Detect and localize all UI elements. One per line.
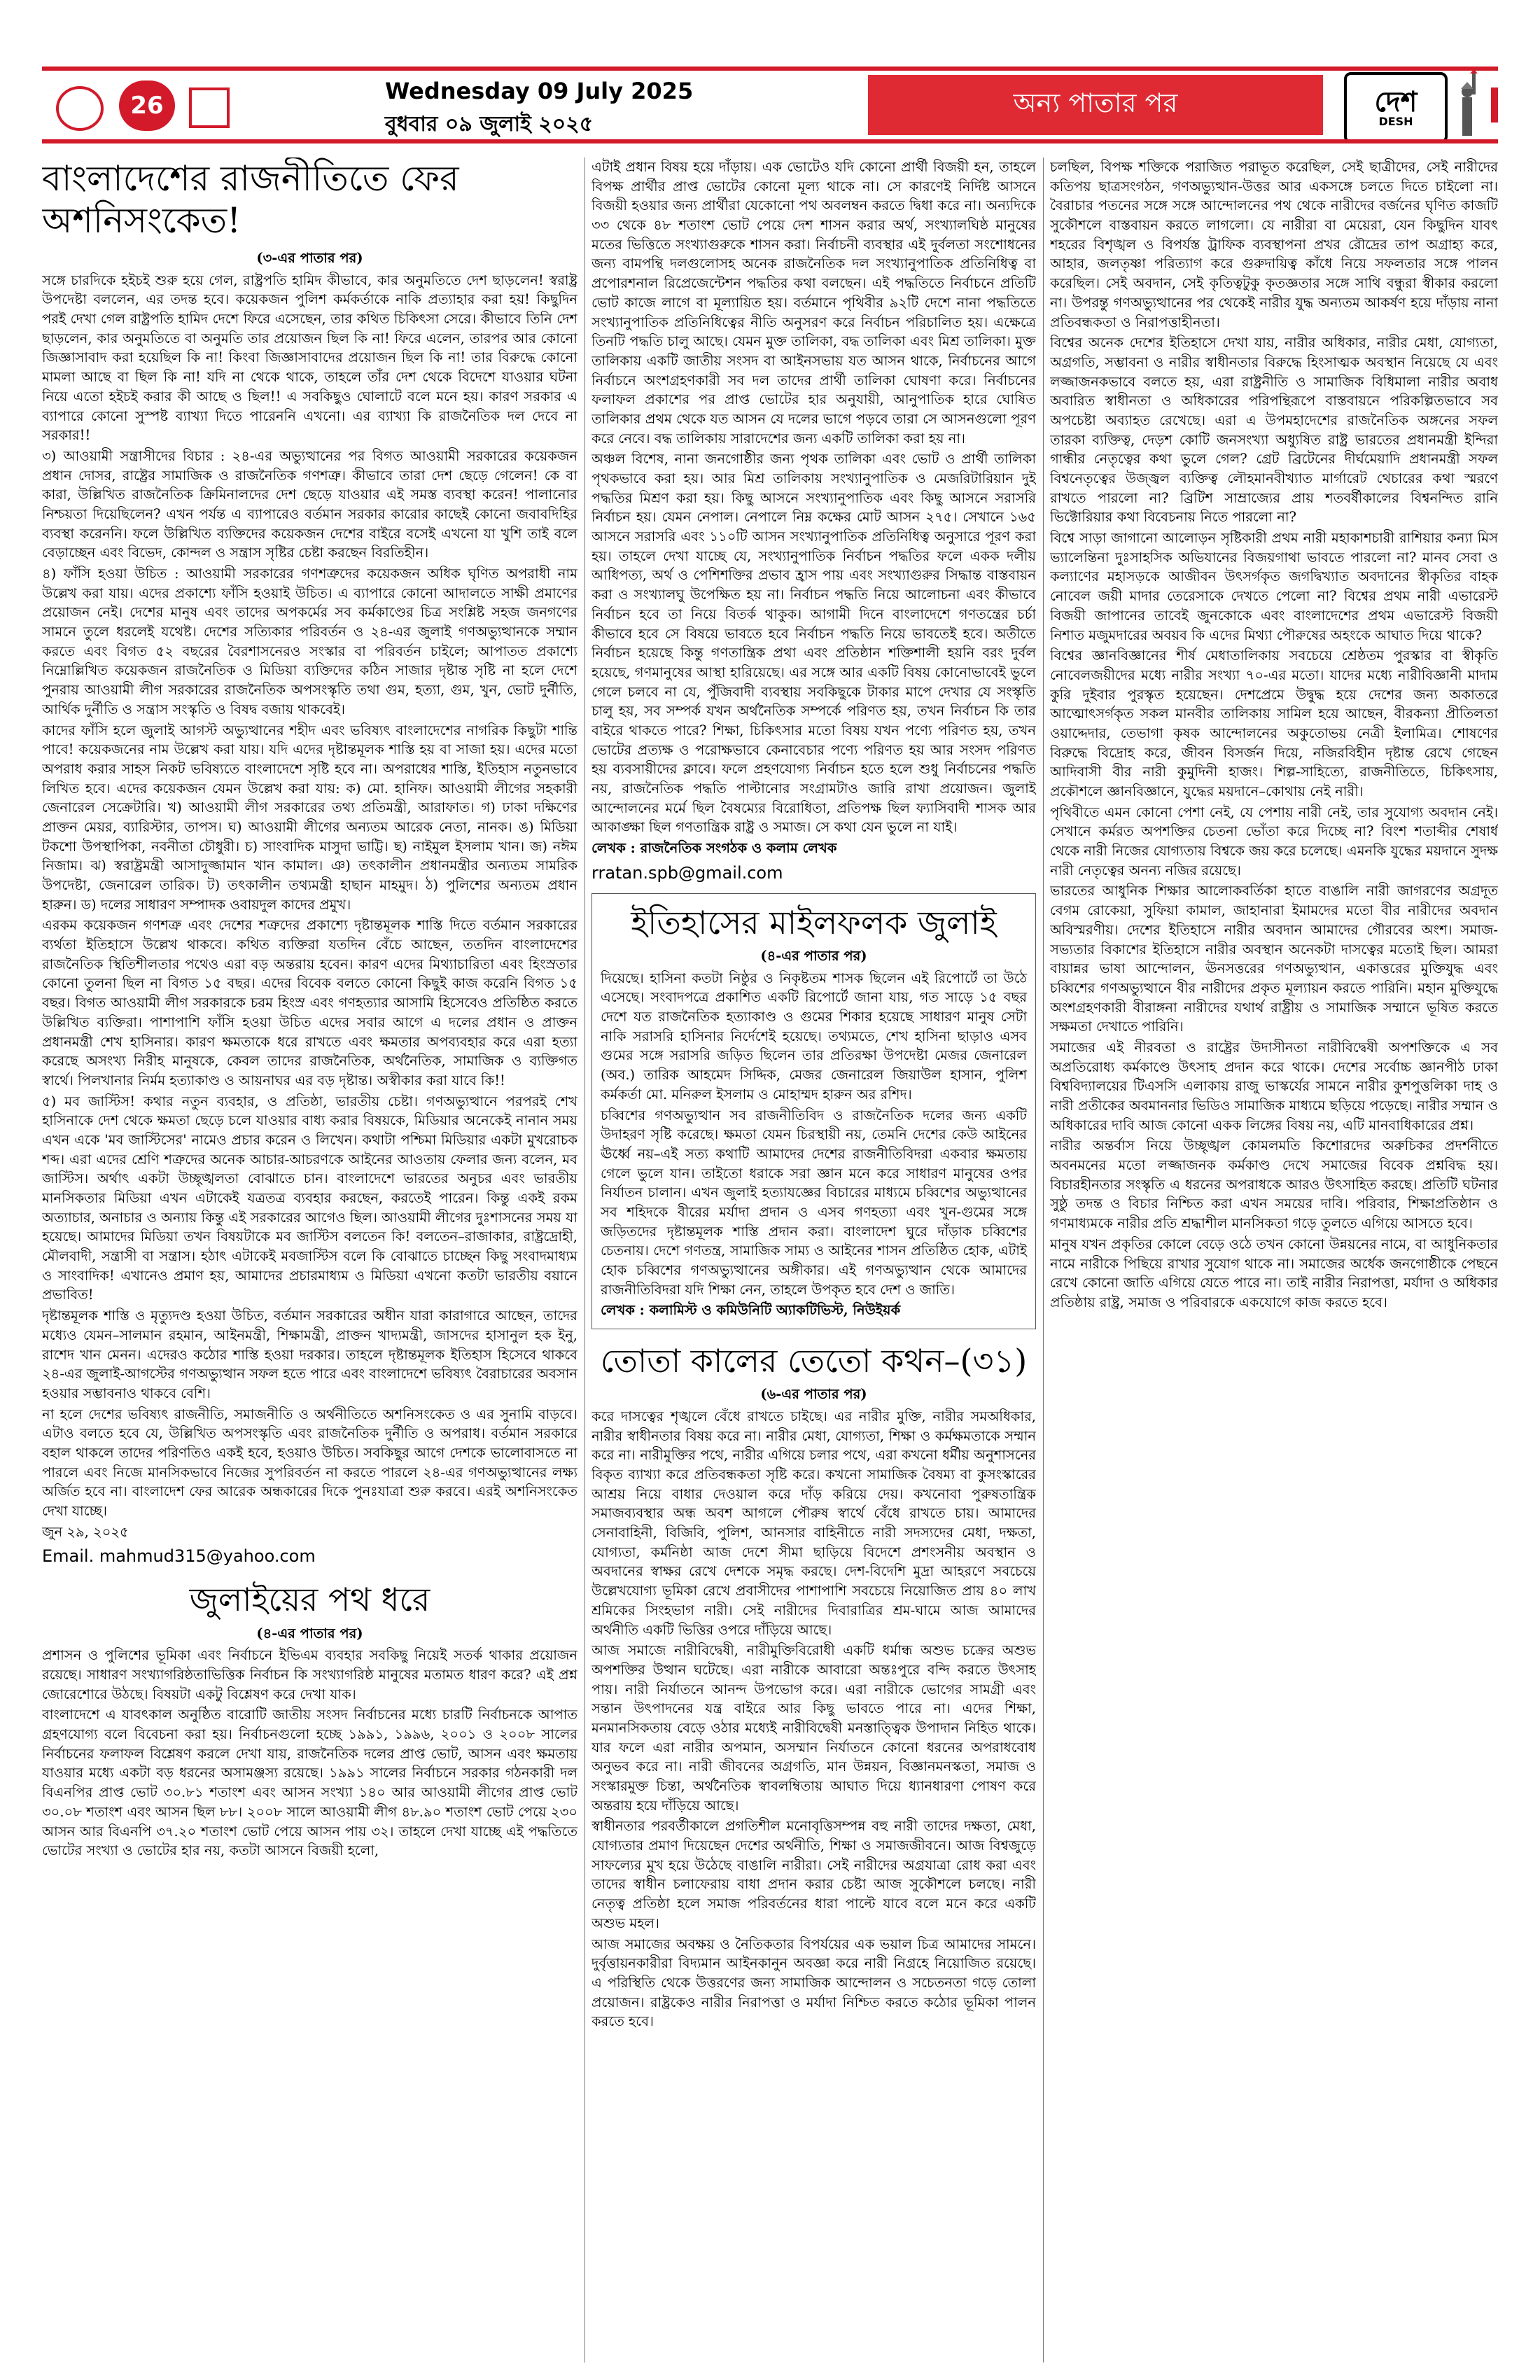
article-paragraph: করে দাসত্বের শৃঙ্খলে বেঁধে রাখতে চাইছে। এর নারীর মুক্তি, নারীর সমঅধিকার, নারীর স্বাধীনতার বিষয় করে না। নারীর মেধা, যোগ্যতা, শিক্ষা ও কর্মক্ষমতাকে সম্মান করে না। নারীমুক্তির পথে, নারীর এগিয়ে চলার পথে, এরা কখনো ধর্মীয় অনুশাসনের বিকৃত ব্যাখ্যা করে প্রতিবন্ধকতা সৃষ্টি করে। কখনো সামাজিক বৈষম্য বা কুসংস্কারের আশ্রয় নিয়ে বাধার দেওয়াল করে দাঁড় করিয়ে দেয়। কখনোবা পুরুষতান্ত্রিক সমাজব্যবস্থার অন্ধ অবশ আগলে পৌরুষ স্বার্থে বেঁধে রাখতে চায়। আমাদের সেনাবাহিনী, বিজিবি, পুলিশ, আনসার বাহিনীতে নারী সদস্যদের মেধা, দক্ষতা, যোগ্যতা, কর্মনিষ্ঠা আজ দেশে সীমা ছাড়িয়ে বিদেশে প্রশংসনীয় অবস্থান ও অবদানের স্বাক্ষর রেখে দেশকে সমৃদ্ধ করছে। দেশ-বিদেশি মুদ্রা আহরণে সবচেয়ে উল্লেখযোগ্য ভূমিকা রেখে প্রবাসীদের পাশাপাশি সবচেয়ে নিয়োজিত প্রায় ৪০ লাখ শ্রমিকের সিংহভাগ নারী। সেই নারীদের দিবারাত্রির শ্রম-ঘামে আজ আমাদের অর্থনীতি একটি ভিত্তির ওপরে দাঁড়িয়ে আছে। xyxy=(592,1408,1036,1638)
column-divider xyxy=(584,158,585,2362)
article-paragraph: বিশ্বের অনেক দেশের ইতিহাসে দেখা যায়, নারীর অধিকার, নারীর মেধা, যোগ্যতা, অগ্রগতি, সম্ভাবনা ও নারীর স্বাধীনতার বিরুদ্ধে হিংসাত্মক অবস্থান নিয়েছে যে এবং লজ্জাজনকভাবে বলতে হয়, এরা রাষ্ট্রনীতি ও সামাজিক বিধিমালা নারীর অবাধ অবারিত স্বাধীনতা ও অধিকারের পরিপন্থিরূপে বাস্তবায়নে পরিকল্পিতভাবে সব অপচেষ্টা অব্যাহত রেখেছে। এরা এ উপমহাদেশের রাজনৈতিক অঙ্গনের সফল তারকা ব্যক্তিত্ব, দেড়শ কোটি জনসংখ্যা অধ্যুষিত রাষ্ট্র ভারতের প্রধানমন্ত্রী ইন্দিরা গান্ধীর নেতৃত্বের কথা ভুলে গেল? গ্রেট ব্রিটেনের দীর্ঘমেয়াদি প্রধানমন্ত্রী সফল বিশ্বনেতৃত্বের উজ্জ্বল ব্যক্তিত্ব লৌহমানবীখ্যাত মার্গারেট থেচারের কথা স্মরণে রাখতে পারলো না? ব্রিটিশ সাম্রাজ্যের প্রায় শতবর্ষীকালের বিশ্বনন্দিত রানি ভিক্টোরিয়ার কথা বিবেচনায় নিতে পারলো না? xyxy=(1050,335,1498,526)
article-paragraph: পৃথিবীতে এমন কোনো পেশা নেই, যে পেশায় নারী নেই, তার সুযোগ্য অবদান নেই। সেখানে কর্মরত অপশক্তির চেতনা ভোঁতা করে দিচ্ছে না? বিংশ শতাব্দীর শেষার্ধ থেকে নারী নিজের যোগ্যতায় বিশ্বকে জয় করে চলেছে। এমনকি যুদ্ধের ময়দানে সুদক্ষ নারী নেতৃত্বের অনন্য নজির রয়েছে। xyxy=(1050,804,1498,878)
article-paragraph: আজ সমাজে নারীবিদ্বেষী, নারীমুক্তিবিরোধী একটি ধর্মান্ধ অশুভ চক্রের অশুভ অপশক্তির উত্থান ঘটেছে। এরা নারীকে আবারো অন্তঃপুরে বন্দি করতে উৎসাহ পায়। নারী নির্যাতনে আনন্দ উপভোগ করে। এরা নারীকে ভোগের সামগ্রী এবং সন্তান উৎপাদনের যন্ত্র বাইরে আর কিছু ভাবতে পারে না। এদের শিক্ষা, মনমানসিকতায় বেড়ে ওঠার মধ্যেই নারীবিদ্বেষী মনস্তাত্ত্বিক উপাদান নিহিত থাকে। যার ফলে এরা নারীর অপমান, অসম্মান নির্যাতনে কোনো ধরনের অপরাধবোধ অনুভব করে না। নারী জীবনের অগ্রগতি, মান উন্নয়ন, বিজ্ঞানমনস্কতা, সমাজ ও সংস্কারমুক্ত চিন্তা, অর্থনৈতিক স্বাবলম্বিতায় আঘাত দিয়ে ধ্যানধারণা পোষণ করে অন্তরায় হয়ে দাঁড়িয়ে আছে। xyxy=(592,1642,1036,1814)
date-bangla: বুধবার ০৯ জুলাই ২০২৫ xyxy=(385,112,594,136)
header-ornament-icon xyxy=(56,86,104,131)
article-paragraph: কাদের ফাঁসি হলে জুলাই আগস্ট অভ্যুত্থানের শহীদ এবং ভবিষ্যৎ বাংলাদেশের নাগরিক কিছুটা শান্তি পাবে! কয়েকজনের নাম উল্লেখ করা যায়। যদি এদের দৃষ্টান্তমূলক শাস্তি হয় বা সাজা হয়। এদের মতো অপরাধ করার সাহস নিকট ভবিষ্যতে বাংলাদেশে সৃষ্টি হবে না। অপরাধের শাস্তি, ইতিহাস নতুনভাবে লিখিত হবে। এদের কয়েকজন যেমন উল্লেখ করা যায়: ক) মো. হানিফ। আওয়ামী লীগের সহকারী জেনারেল সেক্রেটারি। খ) আওয়ামী লীগ সরকারের তথ্য প্রতিমন্ত্রী, আরাফাত। গ) ঢাকা দক্ষিণের প্রাক্তন মেয়র, ব্যারিস্টার, তাপস। ঘ) আওয়ামী লীগের অন্যতম আরেক নেতা, নানক। ঙ) মিডিয়া টকশো উপস্থাপিকা, নবনীতা চৌধুরী। চ) সাংবাদিক মাসুদা ভাট্টি। ছ) নাইমুল ইসলাম খান। জ) নঈম নিজাম। ঝ) স্বরাষ্ট্রমন্ত্রী আসাদুজ্জামান খান কামাল। ঞ) তৎকালীন প্রধানমন্ত্রীর অন্যতম সামরিক উপদেষ্টা, জেনারেল তারিক। ট) তৎকালীন তথ্যমন্ত্রী হাছান মাহমুদ। ঠ) পুলিশের অন্যতম প্রধান হারুন। ড) দলের সাধারণ সম্পাদক ওবায়দুল কাদের প্রমুখ। xyxy=(42,722,578,913)
article-paragraph: ৪) ফাঁসি হওয়া উচিত : আওয়ামী সরকারের গণশত্রুদের কয়েকজন অধিক ঘৃণিত অপরাধী নাম উল্লেখ করা যায়। এদের প্রকাশ্যে ফাঁসি হওয়াই উচিত। এ ব্যাপারে কোনো আদালতে সাক্ষী প্রমাণের প্রয়োজন নেই। দেশের মানুষ এবং তাদের অপকর্মের সব কর্মকাণ্ডের চিত্র সংশ্লিষ্ট সহজ জনগণের সামনে তুলে ধরলেই যথেষ্ট। দেশের সত্যিকার পরিবর্তন ও ২৪-এর জুলাই গণঅভ্যুত্থানকে সম্মান করতে এবং বিগত ৫২ বছরের বৈরশাসনেরও সংস্কার বা পরিবর্তন চাইলে; আপাতত প্রকাশ্যে নিম্নোল্লিখিত কয়েকজন রাজনৈতিক ও মিডিয়া ব্যক্তিদের কঠিন সাজার দৃষ্টান্ত সৃষ্টি না হলে দেশে পুনরায় আওয়ামী লীগ সরকারের রাজনৈতিক অপসংস্কৃতি তথা গুম, হত্যা, গুম, খুন, ভোট দুর্নীতি, আর্থিক দুর্নীতি ও সন্ত্রাস সংস্কৃতি ও বিষদ্ব বজায় থাকবেই। xyxy=(42,566,578,718)
article-paragraph: এরকম কয়েকজন গণশত্রু এবং দেশের শত্রুদের প্রকাশ্যে দৃষ্টান্তমূলক শাস্তি দিতে বর্তমান সরকারের ব্যর্থতা ইতিহাসে উল্লেখ থাকবে। কথিত ব্যক্তিরা যতদিন বেঁচে আছেন, ততদিন বাংলাদেশের রাজনৈতিক স্থিতিশীলতার পথেও এরা বড় অন্তরায় হবেন। কারণ এদের মিথ্যাচারিতা এবং হিংস্রতার কোনো তুলনা ছিল না বিগত ১৫ বছর। এদের বিবেক বলতে কোনো কিছুই কাজ করেনি বিগত ১৫ বছর। বিগত আওয়ামী লীগ সরকারকে চরম হিংস্র এবং গণহত্যার আসামি হিসেবেও প্রতিষ্ঠিত করতে উল্লিখিত ব্যক্তিরা। পাশাপাশি ফাঁসি হওয়া উচিত এদের সবার আগে এ দলের প্রধান ও প্রাক্তন প্রধানমন্ত্রী শেখ হাসিনার। কারণ ক্ষমতাকে ধরে রাখতে এবং ক্ষমতার অপব্যবহার করে এরা হত্যা করেছে অসংখ্য নিরীহ মানুষকে, কেবল তাদের রাজনৈতিক, অর্থনৈতিক, সামাজিক ও ব্যক্তিগত স্বার্থে। পিলখানার নির্মম হত্যাকাণ্ড ও আয়নাঘর এর বড় দৃষ্টান্ত। অস্বীকার করা যাবে কি!! xyxy=(42,917,578,1088)
article-paragraph: বাংলাদেশে এ যাবৎকাল অনুষ্ঠিত বারোটি জাতীয় সংসদ নির্বাচনের মধ্যে চারটি নির্বাচনকে আপাত গ্রহণযোগ্য বলে বিবেচনা করা হয়। নির্বাচনগুলো হচ্ছে ১৯৯১, ১৯৯৬, ২০০১ ও ২০০৮ সালের নির্বাচনের ফলাফল বিশ্লেষণ করলে দেখা যায়, রাজনৈতিক দলের প্রাপ্ত ভোট, আসন এবং ক্ষমতায় যাওয়ার মধ্যে একটা বড় ধরনের অসামঞ্জস্য রয়েছে। ১৯৯১ সালের নির্বাচনে সরকার গঠনকারী দল বিএনপির প্রাপ্ত ভোট ৩০.৮১ শতাংশ এবং আসন সংখ্যা ১৪০ আর আওয়ামী লীগের প্রাপ্ত ভোট ৩০.০৮ শতাংশ এবং আসন ছিল ৮৮। ২০০৮ সালে আওয়ামী লীগ ৪৮.৯০ শতাংশ ভোট পেয়ে ২৩০ আসন আর বিএনপি ৩৭.২০ শতাংশ ভোট পেয়ে আসন পায় ৩২। তাহলে দেখা যাচ্ছে এই পদ্ধতিতে ভোটের সংখ্যা ও ভোটের হার নয়, কতটা আসনে বিজয়ী হলো, xyxy=(42,1707,578,1859)
article-headline: তোতা কালের তেতো কথন–(৩১) xyxy=(600,1342,1028,1380)
article-paragraph: দৃষ্টান্তমূলক শাস্তি ও মৃত্যুদণ্ড হওয়া উচিত, বর্তমান সরকারের অধীন যারা কারাগারে আছেন, তাদের মধ্যেও যেমন–সালমান রহমান, আইনমন্ত্রী, শিক্ষামন্ত্রী, প্রাক্তন খাদ্যমন্ত্রী, জাসদের হাসানুল হক ইনু, রাশেদ খান মেনন। এদেরও কঠোর শাস্তি হওয়া দরকার। তাহলে দৃষ্টান্তমূলক ইতিহাস হিসেবে থাকবে ২৪-এর জুলাই-আগস্টের গণঅভ্যুত্থান সফল হতে পারে এবং বাংলাদেশে ভবিষ্যৎ বৈরাচারের অবসান হওয়ার সম্ভাবনাও থাকবে বেশি। xyxy=(42,1308,578,1401)
continued-note: (৪-এর পাতার পর) xyxy=(760,948,867,965)
article-paragraph: না হলে দেশের ভবিষ্যৎ রাজনীতি, সমাজনীতি ও অর্থনীতিতে অশনিসংকেত ও এর সুনামি বাড়বে। এটাও বলতে হবে যে, উল্লিখিত অপসংস্কৃতি এবং রাজনৈতিক দুর্নীতি ও অপরাধ। বর্তমান সরকারে বহাল থাকলে তাদের পরিণতিও একই হবে, হওয়াও উচিত। সবকিছুর আগে দেশকে ভালোবাসতে না পারলে এবং নিজে মানসিকভাবে নিজের সুপরিবর্তন না করতে পারলে ২৪-এর গণঅভ্যুত্থানের লক্ষ্য অর্জিত হবে না। বাংলাদেশ ফের আরেক অন্ধকারের দিকে পুনঃযাত্রা শুরু করবে। এরই অশনিসংকেত দেখা যাচ্ছে। xyxy=(42,1406,578,1519)
header-ornament-icon xyxy=(189,88,230,128)
column-2 xyxy=(592,158,1036,2362)
article-paragraph: বিশ্বে সাড়া জাগানো আলোড়ন সৃষ্টিকারী প্রথম নারী মহাকাশচারী রাশিয়ার কন্যা মিস ভ্যালেন্তিনা দুঃসাহসিক অভিযানের বিজয়গাথা ভাবতে পারলো না? মানব সেবা ও কল্যাণের মহাসড়কে আজীবন উৎসর্গকৃত জগদ্বিখ্যাত অবদানের স্বীকৃতির বাহক নোবেল জয়ী মাদার তেরেসাকে দেখতে পেলো না? বিশ্বের প্রথম নারী এভারেস্ট বিজয়ী জাপানের তাবেই জুনকোকে এবং বাংলাদেশের প্রথম এভারেস্ট বিজয়ী নিশাত মজুমদারের অবয়ব কি এদের মিথ্যা পৌরুষের অহংকে আঘাত দিয়ে থাকে? xyxy=(1050,530,1498,643)
article-paragraph: এটাই প্রধান বিষয় হয়ে দাঁড়ায়। এক ভোটেও যদি কোনো প্রার্থী বিজয়ী হন, তাহলে বিপক্ষ প্রার্থীর প্রাপ্ত ভোটের কোনো মূল্য থাকে না। সে কারণেই নির্দিষ্ট আসনে বিজয়ী হওয়ার জন্য প্রার্থীরা যেকোনো পথ অবলম্বন করতে দ্বিধা করে না। অন্যদিকে ৩৩ থেকে ৪৮ শতাংশ ভোট পেয়ে দেশ শাসন করার অর্থ, সংখ্যালঘিষ্ঠ মানুষের মতের ভিত্তিতে সংখ্যাগুরুকে শাসন করা। নির্বাচনী ব্যবস্থার এই দুর্বলতা সংশোধনের জন্য বামপন্থি দলগুলোসহ অনেক রাজনৈতিক দল সংখ্যানুপাতিক প্রতিনিধিত্ব বা প্রপোরশনাল রিপ্রেজেন্টেশন পদ্ধতির কথা বলছেন। এই পদ্ধতিতে নির্বাচনে প্রতিটি ভোট কাজে লাগে বা মূল্যায়িত হয়। বর্তমানে পৃথিবীর ৯২টি দেশে নানা পদ্ধতিতে সংখ্যানুপাতিক প্রতিনিধিত্বের নীতি অনুসরণ করে নির্বাচন পরিচালিত হয়। এক্ষেত্রে তিনটি পদ্ধতি চালু আছে। যেমন মুক্ত তালিকা, বদ্ধ তালিকা এবং মিশ্র তালিকা। মুক্ত তালিকায় একটি জাতীয় সংসদ বা আইনসভায় যত আসন থাকে, নির্বাচনের আগে নির্বাচনে অংশগ্রহণকারী সব দল তাদের প্রার্থী তালিকা ঘোষণা করে। নির্বাচনের ফলাফল প্রকাশের পর প্রাপ্ত ভোটের হার অনুযায়ী, আনুপাতিক হারে ঘোষিত তালিকার প্রথম থেকে যত আসন যে দলের ভাগে পড়বে তারা সে আসনগুলো পূরণ করে নেবে। বদ্ধ তালিকায় সারাদেশের জন্য একটি তালিকা করা হয় না। xyxy=(592,159,1036,447)
continued-note: (৩-এর পাতার পর) xyxy=(256,250,363,266)
article-paragraph: সঙ্গে চারদিকে হইচই শুরু হয়ে গেল, রাষ্ট্রপতি হামিদ কীভাবে, কার অনুমতিতে দেশ ছাড়লেন! স্বরাষ্ট্র উপদেষ্টা বললেন, এর তদন্ত হবে। কয়েকজন পুলিশ কর্মকর্তাকে নাকি প্রত্যাহার করা হয়! কিছুদিন পরই দেখা গেল রাষ্ট্রপতি হামিদ দেশে ফিরে এসেছেন, তার কথিত চিকিৎসা সেরে। কীভাবে তিনি দেশ ছাড়লেন, কার অনুমতিতে বা অনুমতি তার প্রয়োজন ছিল কি না! ফিরে এলেন, তারপর আর কোনো জিজ্ঞাসাবাদ করা হয়েছিল কি না! কিংবা জিজ্ঞাসাবাদের প্রয়োজন ছিল কি না! তার বিরুদ্ধে কোনো মামলা আছে বা ছিল কি না! যদি না থেকে থাকে, তাহলে তাঁর দেশ থেকে বিদেশে যাওয়ার ঘটনা নিয়ে এতো হইচই করার কী আছে ও ছিল!! এ সবকিছুও ঘোলাটে বলে মনে হয়। কারণ সরকার এ ব্যাপারে কোনো সুস্পষ্ট ব্যাখ্যা দিতে পারেননি এখনো। এর ব্যাখ্যা কি রাজনৈতিক দল দেবে না সরকার!! xyxy=(42,272,578,444)
logo-subtext: DESH xyxy=(1378,115,1413,128)
article-date: জুন ২৯, ২০২৫ xyxy=(42,1523,129,1540)
header-ornament-icon xyxy=(1491,88,1498,122)
article-headline: বাংলাদেশের রাজনীতিতে ফের অশনিসংকেত! xyxy=(42,158,459,241)
article-headline: ইতিহাসের মাইলফলক জুলাই xyxy=(631,903,997,941)
article-paragraph: আজ সমাজের অবক্ষয় ও নৈতিকতার বিপর্যয়ের এক ভয়াল চিত্র আমাদের সামনে। দুর্বৃত্তায়নকারীরা বিদ্যমান আইনকানুন অবজ্ঞা করে নারী নিগ্রহে নিয়োজিত রয়েছে। এ পরিস্থিতি থেকে উত্তরণের জন্য সামাজিক আন্দোলন ও সচেতনতা গড়ে তোলা প্রয়োজন। রাষ্ট্রকেও নারীর নিরাপত্তা ও মর্যাদা নিশ্চিত করতে কঠোর ভূমিকা পালন করতে হবে। xyxy=(592,1935,1036,2030)
newspaper-logo xyxy=(1344,72,1448,144)
section-title: অন্য পাতার পর xyxy=(868,75,1323,135)
article-paragraph: অঞ্চল বিশেষ, নানা জনগোষ্ঠীর জন্য পৃথক তালিকা এবং ভোট ও প্রার্থী তালিকা পৃথকভাবে করা হয়। আর মিশ্র তালিকায় সংখ্যানুপাতিক ও মেজরিটারিয়ান দুই পদ্ধতির মিশ্রণ করা হয়। কিছু আসনে সংখ্যানুপাতিক এবং কিছু আসনে সরাসরি নির্বাচন হয়। যেমন নেপাল। নেপালে নিম্ন কক্ষের মোট আসন ২৭৫। সেখানে ১৬৫ আসনে সরাসরি এবং ১১০টি আসন সংখ্যানুপাতিক প্রতিনিধিত্ব অনুসারে পূরণ করা হয়। তাহলে দেখা যাচ্ছে যে, সংখ্যানুপাতিক নির্বাচন পদ্ধতির ফলে একক দলীয় আধিপত্য, অর্থ ও পেশিশক্তির প্রভাব হ্রাস পায় এবং সংখ্যাগুরুর সিদ্ধান্ত বাস্তবায়ন করা ও সংখ্যালঘু উপেক্ষিত হয় না। নির্বাচন পদ্ধতি নিয়ে আলোচনা এবং কীভাবে নির্বাচন হবে তা নিয়ে বিতর্ক থাকুক। আগামী দিনে বাংলাদেশে গণতন্ত্রের চর্চা কীভাবে হবে সে বিষয়ে ভাবতে হবে নির্বাচন পদ্ধতি নিয়ে ভাবতেই হবে। অতীতে নির্বাচন হয়েছে কিন্তু গণতান্ত্রিক প্রথা এবং প্রতিষ্ঠান শক্তিশালী হয়নি বরং দুর্বল হয়েছে, গণমানুষের আস্থা হারিয়েছে। এর সঙ্গে আর একটি বিষয় কোনোভাবেই ভুলে গেলে চলবে না যে, পুঁজিবাদী ব্যবস্থায় সবকিছুকে টাকার মাপে দেখার যে সংস্কৃতি চালু হয়, সব সম্পর্ক যখন অর্থনৈতিক সম্পর্কে পরিণত হয়, তখন নির্বাচন কি তার বাইরে থাকতে পারে? শিক্ষা, চিকিৎসার মতো বিষয় যখন পণ্যে পরিণত হয়, তখন ভোটের প্রত্যক্ষ ও পরোক্ষভাবে কেনাবেচার পণ্যে পরিণত হয় আর সংসদ পরিণত হয় ব্যবসায়ীদের ক্লাবে। ফলে প্রহণযোগ্য নির্বাচন হতে হলে শুধু নির্বাচনের পদ্ধতি নয়, রাজনৈতিক পদ্ধতি পাল্টানোর সংগ্রামটাও জারি রাখা প্রয়োজন। জুলাই আন্দোলনের মর্মে ছিল বৈষম্যের বিরোধিতা, প্রতিপক্ষ ছিল ফ্যাসিবাদী শাসক আর আকাঙ্ক্ষা ছিল গণতান্ত্রিক রাষ্ট্র ও সমাজ। সে কথা যেন ভুলে না যাই। xyxy=(592,451,1036,836)
article-paragraph: ৩) আওয়ামী সন্ত্রাসীদের বিচার : ২৪-এর অভ্যুত্থানের পর বিগত আওয়ামী সরকারের কয়েকজন প্রধান দোসর, রাষ্ট্রের সামাজিক ও রাজনৈতিক গণশত্রু। কীভাবে তারা দেশ ছেড়ে গেলেন! কে বা কারা, উল্লিখিত রাজনৈতিক ক্রিমিনালদের দেশ ছেড়ে যাওয়ার এই সমস্ত ব্যবস্থা করেন! পালানোর নিশ্চয়তা দিয়েছিলেন? এখন পর্যন্ত এ ব্যাপারেও বর্তমান সরকার কারোর কাছেই কোনো জবাবদিহির ব্যবস্থা করেননি। ফলে উল্লিখিত ব্যক্তিদের কয়েকজন দেশের বাইরে বসেই এখনো যা খুশি তাই বলে বেড়াচ্ছেন এবং বিভেদ, কোন্দল ও সন্ত্রাস সৃষ্টির চেষ্টা করছেন বিরতিহীন। xyxy=(42,447,578,561)
article-paragraph: সমাজের এই নীরবতা ও রাষ্ট্রের উদাসীনতা নারীবিদ্বেষী অপশক্তিকে এ সব অপ্রতিরোধ্য কর্মকাণ্ডে উৎসাহ প্রদান করে থাকে। দেশের সর্বোচ্চ জ্ঞানপীঠ ঢাকা বিশ্ববিদ্যালয়ের টিএসসি এলাকায় রাজু ভাস্কর্যের সামনে নারীর কুশপুত্তলিকা দাহ ও নারী প্রতীকের অবমাননার ভিডিও সামাজিক মাধ্যমে ছড়িয়ে পড়েছে। নারীর সম্মান ও অধিকারের দাবি আজ কোনো একক লিঙ্গের বিষয় নয়, এটি মানবাধিকারের প্রশ্ন। xyxy=(1050,1039,1498,1133)
article-headline: জুলাইয়ের পথ ধরে xyxy=(189,1581,430,1619)
article-paragraph: ৫) মব জাস্টিস! কথার নতুন ব্যবহার, ও প্রতিষ্ঠা, ভারতীয় চেষ্টা। গণঅভ্যুত্থানে পরপরই শেখ হাসিনাকে দেশ থেকে ক্ষমতা ছেড়ে চলে যাওয়ার বাধ্য করার বিষয়কে, মিডিয়ার অনেকেই নানান সময় এখন একে 'মব জাস্টিসের' নামেও প্রচার করেন ও লিখেন। কথাটা পশ্চিমা মিডিয়ার একটা মুখরোচক শব্দ। এরা এদের শ্রেণি শত্রুদের অনেক আচার-আচরণকে আইনের আওতায় ফেলার জন্য বলেন, মব জাস্টিস। অর্থাৎ একটা উচ্ছৃঙ্খলতা বোঝাতে চান। বাংলাদেশে ভারতের অনুচর এবং ভারতীয় মানসিকতার মিডিয়া এখন এটাকেই যত্রতত্র ব্যবহার করছেন, করতেই পারেন। কিন্তু একই রকম অত্যাচার, অনাচার ও অন্যায় কিন্তু এই সরকারের আগেও ছিল। আওয়ামী লীগের দুঃশাসনের সময় যা হয়েছে। আমাদের মিডিয়া তখন বিষয়টাকে মব জাস্টিস বলতেন কি! বলতেন–রাজাকার, রাষ্ট্রদ্রোহী, মৌলবাদী, সন্ত্রাসী বা সন্ত্রাস। হঠাৎ এটাকেই মবজাস্টিস বলে কি বোঝাতে চাচ্ছেন কিছু সংবাদমাধ্যম ও সাংবাদিক! এখানেও প্রমাণ হয়, আমাদের প্রচারমাধ্যম ও মিডিয়া এখনো কতটা ভারতীয় বয়ানে প্রভাবিত! xyxy=(42,1093,578,1303)
column-3 xyxy=(1050,158,1498,2362)
logo-text: দেশ xyxy=(1374,86,1418,118)
article-paragraph: বিশ্বের জ্ঞানবিজ্ঞানের শীর্ষ মেধাতালিকায় সবচেয়ে শ্রেষ্ঠতম পুরস্কার বা স্বীকৃতি নোবেলজয়ীদের মধ্যে নারীর সংখ্যা ৭০-এর মতো। যাদের মধ্যে নারীবিজ্ঞানী মাদাম কুরি দুইবার পুরস্কৃত হয়েছেন। দেশপ্রেমে উদ্বুদ্ধ হয়ে দেশের জন্য অকাতরে আত্মোৎসর্গকৃত সকল মানবীর তালিকায় সামিল হয়ে আছেন, বীরকন্যা প্রীতিলতা ওয়াদ্দেদার, তেভাগা কৃষক আন্দোলনের অকুতোভয় নেত্রী ইলামিত্র। শোষণের বিরুদ্ধে বিদ্রোহ করে, জীবন বিসর্জন দিয়ে, নজিরবিহীন দৃষ্টান্ত রেখে গেছেন আদিবাসী বীর নারী কুমুদিনী হাজং। শিল্প-সাহিত্যে, রাজনীতিতে, চিকিৎসায়, প্রকৌশলে জ্ঞানবিজ্ঞানে, যুদ্ধের ময়দানে–কোথায় নেই নারী। xyxy=(1050,648,1498,799)
article-paragraph: দিয়েছে। হাসিনা কতটা নিষ্ঠুর ও নিকৃষ্টতম শাসক ছিলেন এই রিপোর্টে তা উঠে এসেছে। সংবাদপত্রে প্রকাশিত একটি রিপোর্টে জানা যায়, গত সাড়ে ১৫ বছর দেশে যত রাজনৈতিক হত্যাকাণ্ড ও গুমের শিকার হয়েছে সাধারণ মানুষ সেটা নাকি সরাসরি হাসিনার নির্দেশেই হয়েছে। তথ্যমতে, শেখ হাসিনা ছাড়াও এসব গুমের সঙ্গে সরাসরি জড়িত ছিলেন তার প্রতিরক্ষা উপদেষ্টা মেজর জেনারেল (অব.) তারিক আহমেদ সিদ্দিক, মেজর জেনারেল জিয়াউল হাসান, পুলিশ কর্মকর্তা মো. মনিরুল ইসলাম ও মোহাম্মদ হারুন অর রশিদ। xyxy=(601,969,1027,1102)
article-box xyxy=(592,893,1036,1329)
page-number: 26 xyxy=(119,80,175,131)
article-paragraph: ভারতের আধুনিক শিক্ষার আলোকবর্তিকা হাতে বাঙালি নারী জাগরণের অগ্রদূত বেগম রোকেয়া, সুফিয়া কামাল, জাহানারা ইমামদের মতো বীর নারীদের অবদান অবিস্মরণীয়। দেশের ইতিহাসে নারীর অবদান আমাদের গৌরবের অংশ। সমাজ-সভ্যতার বিকাশের ইতিহাসে নারীর অবস্থান অনেকটা দাসত্বের মতোই ছিল। আমরা বায়ান্নর ভাষা আন্দোলন, ঊনসত্তরের গণঅভ্যুত্থান, একাত্তরের মুক্তিযুদ্ধ এবং চব্বিশের গণঅভ্যুত্থানে বীর নারীদের প্রকৃত মূল্যায়ন করতে পারিনি। মহান মুক্তিযুদ্ধে অংশগ্রহণকারী বীরাঙ্গনা নারীদের যথার্থ রাষ্ট্রীয় ও সামাজিক সম্মানে ভূষিত করতে সক্ষমতা দেখাতে পারিনি। xyxy=(1050,883,1498,1035)
article-paragraph: প্রশাসন ও পুলিশের ভূমিকা এবং নির্বাচনে ইভিএম ব্যবহার সবকিছু নিয়েই সতর্ক থাকার প্রয়োজন রয়েছে। সাধারণ সংখ্যাগরিষ্ঠতাভিত্তিক নির্বাচন কি সংখ্যাগরিষ্ঠ মানুষের মতামত ধারণ করে? এই প্রশ্ন জোরেশোরে উঠছে। বিষয়টা একটু বিশ্লেষণ করে দেখা যাক। xyxy=(42,1647,578,1702)
header-top-rule xyxy=(42,66,1498,71)
article-paragraph: চব্বিশের গণঅভ্যুত্থান সব রাজনীতিবিদ ও রাজনৈতিক দলের জন্য একটি উদাহরণ সৃষ্টি করেছে। ক্ষমতা যেমন চিরস্থায়ী নয়, তেমনি দেশের কেউ আইনের ঊর্ধ্বে নয়–এই সত্য কথাটি আমাদের দেশের রাজনীতিবিদরা একবার ক্ষমতায় গেলে ভুলে যান। তাইতো ধরাকে সরা জ্ঞান মনে করে সাধারণ মানুষের ওপর নির্যাতন চালান। এখন জুলাই হত্যাযজ্ঞের বিচারের মাধ্যমে চব্বিশের অভ্যুত্থানের সব শহিদকে বীরের মর্যাদা প্রদান ও এসব গণহত্যা এবং খুন-গুমের সঙ্গে জড়িতদের দৃষ্টান্তমূলক শাস্তি প্রদান করা। বাংলাদেশ ঘুরে দাঁড়াক চব্বিশের চেতনায়। দেশে গণতন্ত্র, সামাজিক সাম্য ও আইনের শাসন প্রতিষ্ঠিত হোক, এটাই হোক চব্বিশের গণঅভ্যুত্থানের অঙ্গীকার। এই গণঅভ্যুত্থান থেকে আমাদের রাজনীতিবিদরা যদি শিক্ষা নেন, তাহলে উপকৃত হবে দেশ ও জাতি। xyxy=(601,1107,1027,1298)
author-line: লেখক : কলামিস্ট ও কমিউনিটি অ্যাকটিভিস্ট, নিউইয়র্ক xyxy=(601,1302,901,1319)
article-paragraph: স্বাধীনতার পরবর্তীকালে প্রগতিশীল মনোবৃত্তিসম্পন্ন বহু নারী তাদের দক্ষতা, মেধা, যোগ্যতার প্রমাণ দিয়েছেন দেশের অর্থনীতি, শিক্ষা ও সমাজজীবনে। আজ বিশ্বজুড়ে সাফল্যের মুখ হয়ে উঠেছে বাঙালি নারীরা। সেই নারীদের অগ্রযাত্রা রোধ করা এবং তাদের স্বাধীন চলাফেরায় বাধা প্রদান করার চেষ্টা আজ সুকৌশলে চলছে। নারী নেতৃত্ব প্রতিষ্ঠা হলে সমাজ পরিবর্তনের ধারা পাল্টে যাবে বলে মনে করে একটি অশুভ মহল। xyxy=(592,1818,1036,1931)
statue-of-liberty-icon xyxy=(1446,69,1488,139)
column-1 xyxy=(42,158,578,2362)
article-paragraph: মানুষ যখন প্রকৃতির কোলে বেড়ে ওঠে তখন কোনো উন্নয়নের নামে, বা আধুনিকতার নামে নারীকে পিছিয়ে রাখার সুযোগ থাকে না। সমাজের অর্ধেক জনগোষ্ঠীকে পেছনে রেখে কোনো জাতি এগিয়ে যেতে পারে না। তাই নারীর নিরাপত্তা, মর্যাদা ও অধিকার প্রতিষ্ঠায় রাষ্ট্র, সমাজ ও পরিবারকে একযোগে কাজ করতে হবে। xyxy=(1050,1236,1498,1310)
author-email[interactable]: Email. mahmud315@yahoo.com xyxy=(42,1546,316,1567)
article-paragraph: চলছিল, বিপক্ষ শক্তিকে পরাজিত পরাভূত করেছিল, সেই ছাত্রীদের, সেই নারীদের কতিপয় ছাত্রসংগঠন, গণঅভ্যুত্থান-উত্তর আর একসঙ্গে চলতে দিতে চাইলো না। বৈরাচার পতনের সঙ্গে সঙ্গে আন্দোলনের পথ থেকে নারীদের বর্জনের ঘৃণিত কাজটি সুকৌশলে বাস্তবায়ন করতে লাগলো। যে নারীরা বা মেয়েরা, যেন কিছুদিন যাবৎ শহরের বিশৃঙ্খল ও বিপর্যস্ত ট্রাফিক ব্যবস্থাপনা প্রখর রৌদ্রের তাপ অগ্রাহ্য করে, আহার, জলতৃষ্ণা পরিত্যাগ করে গুরুদায়িত্ব কাঁধে নিয়ে সফলতার সঙ্গে পালন করেছিল। সেই অবদান, সেই কৃতিত্বটুকু কৃতজ্ঞতার সঙ্গে সাথি বন্ধুরা স্বীকার করলো না। উপরন্তু গণঅভ্যুত্থানের পর থেকেই নারীর যুদ্ধ অন্যতম আকর্ষণ হয়ে দাঁড়ায় নানা প্রতিবন্ধকতা ও নিরাপত্তাহীনতা। xyxy=(1050,159,1498,330)
author-line: লেখক : রাজনৈতিক সংগঠক ও কলাম লেখক xyxy=(592,840,837,857)
page-header xyxy=(42,66,1498,144)
column-divider xyxy=(1043,158,1044,2362)
article-paragraph: নারীর অন্তর্বাস নিয়ে উচ্ছৃঙ্খল কোমলমতি কিশোরদের অরুচিকর প্রদর্শনীতে অবনমনের মতো লজ্জাজনক কর্মকাণ্ড দেখে সমাজের বিবেক প্রশ্নবিদ্ধ হয়। বিচারহীনতার সংস্কৃতি এ ধরনের অপরাধকে আরও উৎসাহিত করছে। প্রতিটি ঘটনার সুষ্ঠু তদন্ত ও বিচার নিশ্চিত করা এখন সময়ের দাবি। পরিবার, শিক্ষাপ্রতিষ্ঠান ও গণমাধ্যমকে নারীর প্রতি শ্রদ্ধাশীল মানসিকতা গড়ে তুলতে এগিয়ে আসতে হবে। xyxy=(1050,1138,1498,1232)
author-email[interactable]: rratan.spb@gmail.com xyxy=(592,862,783,883)
header-bottom-rule xyxy=(42,139,1498,144)
continued-note: (৬-এর পাতার পর) xyxy=(760,1386,867,1403)
date-english: Wednesday 09 July 2025 xyxy=(385,78,694,104)
continued-note: (৪-এর পাতার পর) xyxy=(256,1625,363,1642)
